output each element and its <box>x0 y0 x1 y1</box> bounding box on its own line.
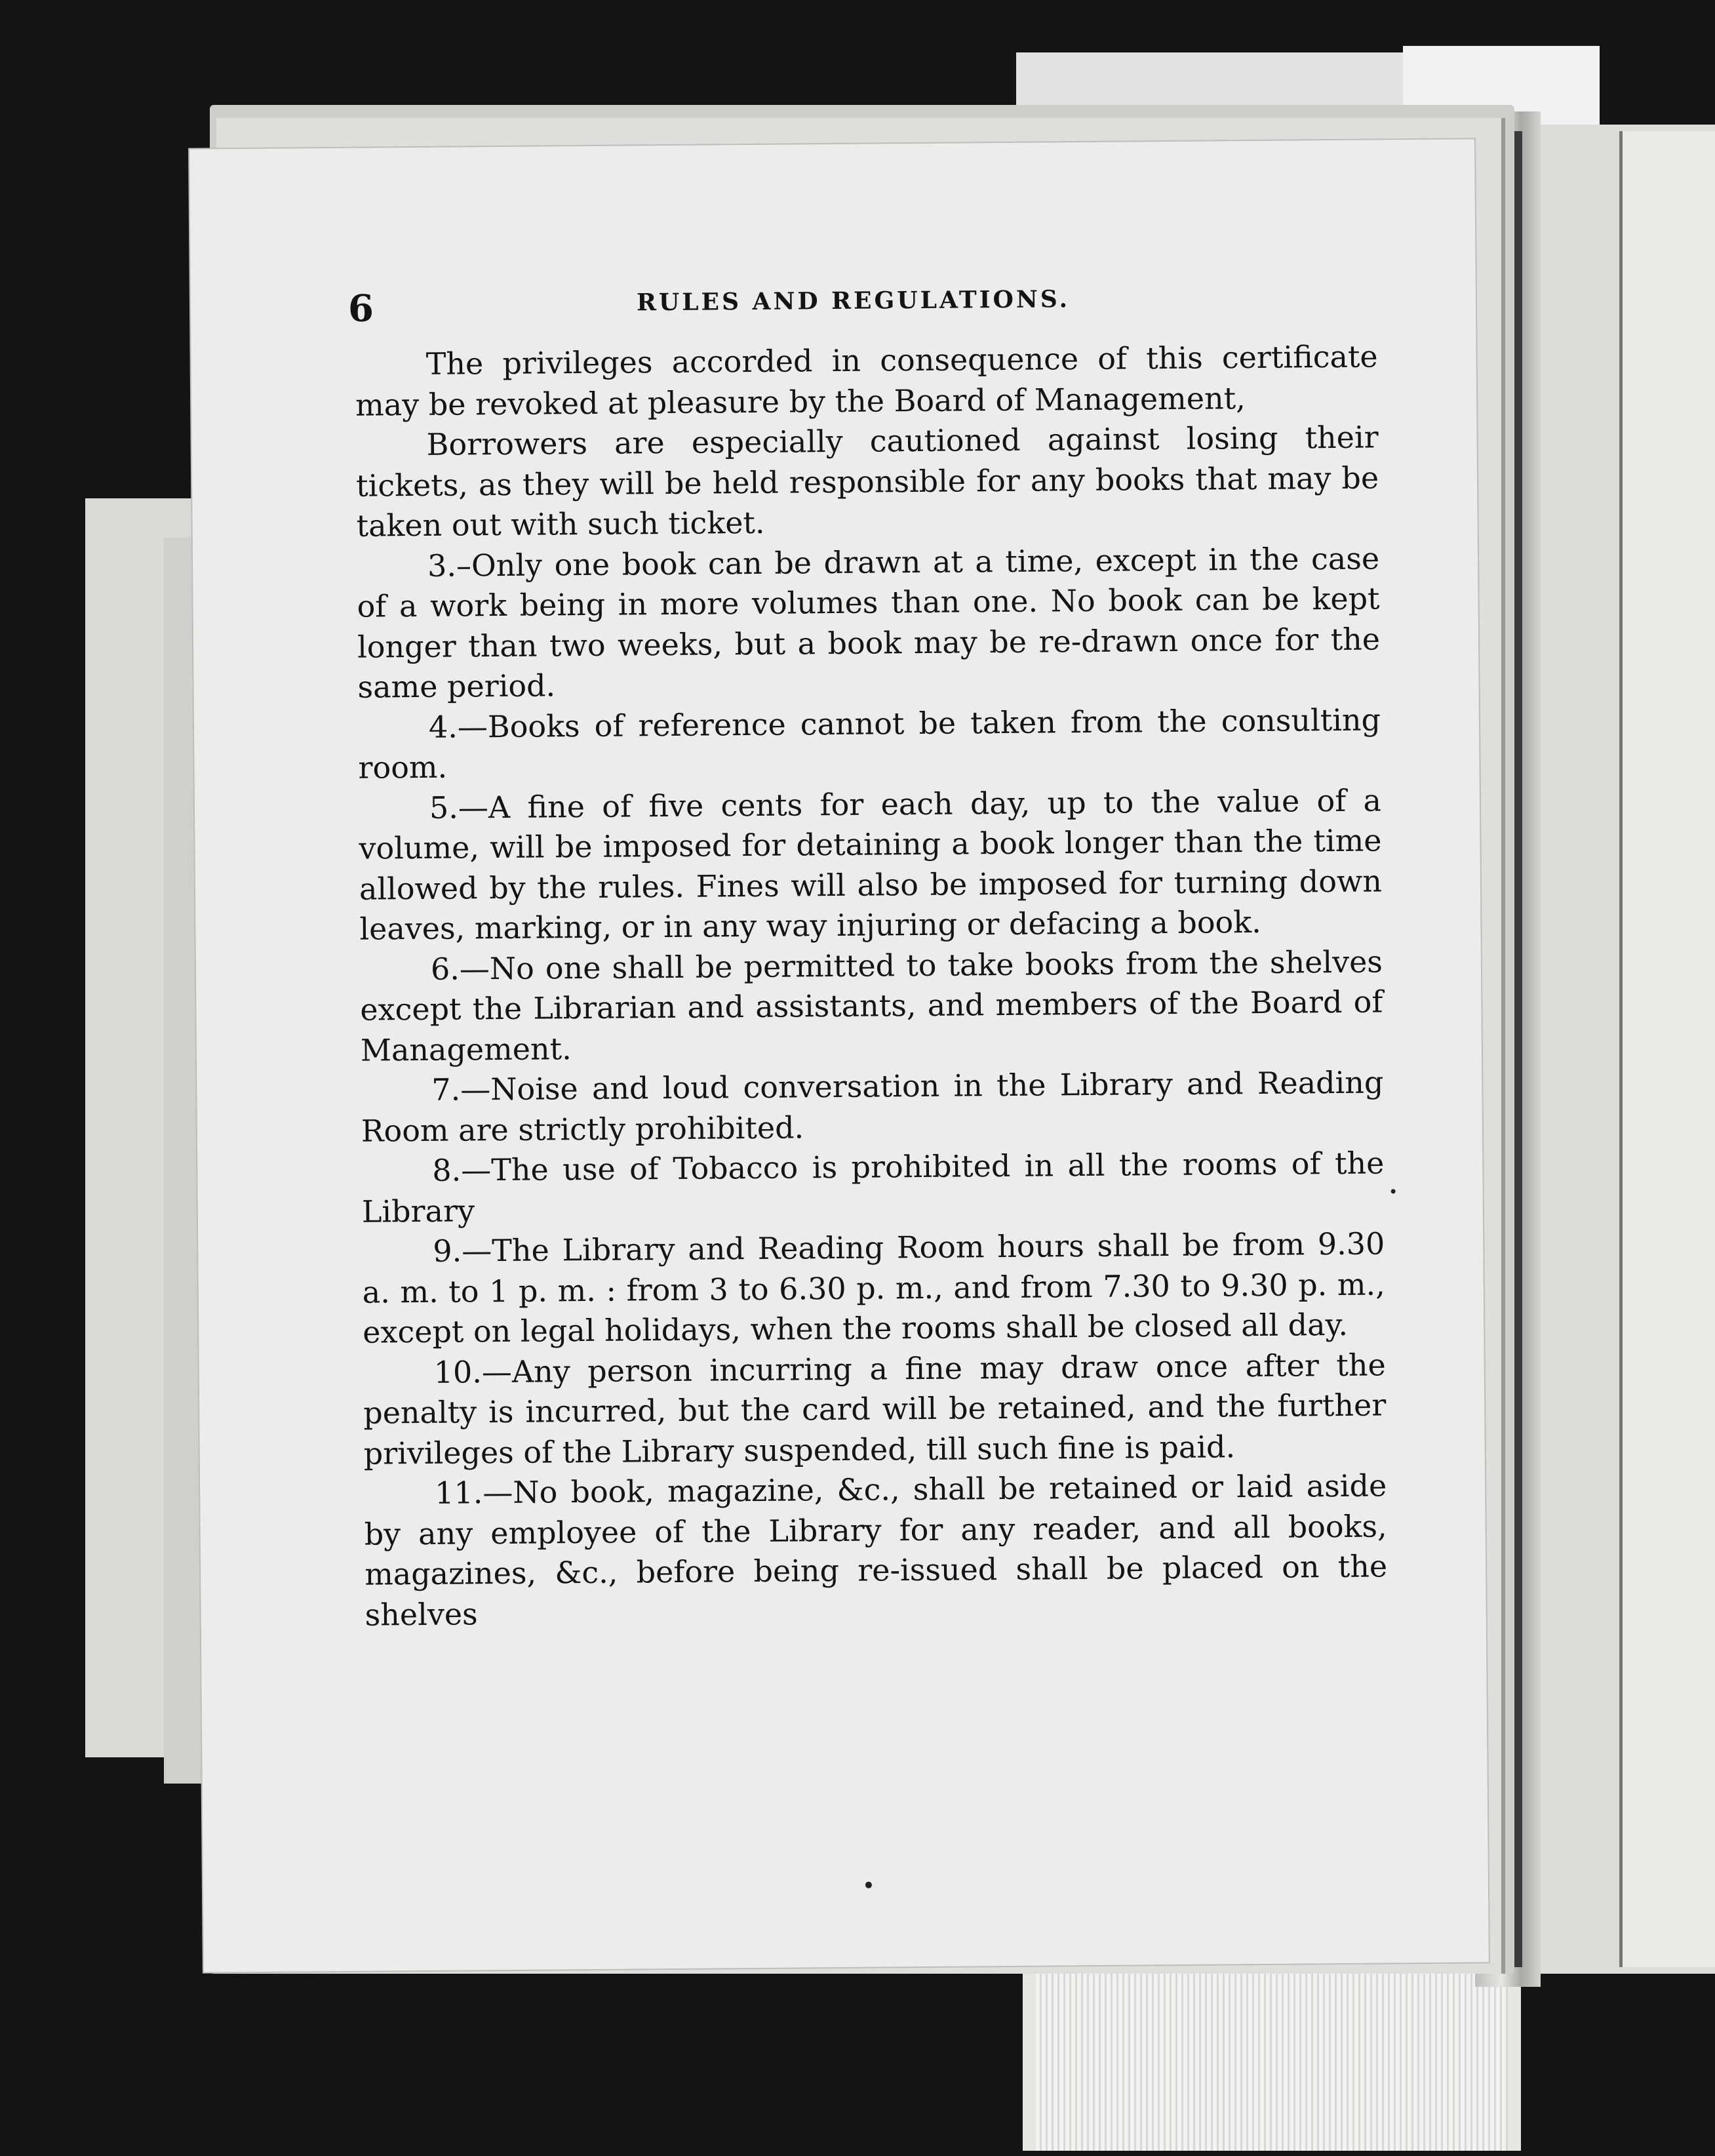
page-body <box>355 337 1387 1635</box>
rule-10: 10.—Any person incurring a fine may draw once after the penalty is incurred, but the card will be retained, and the further privileges of the Library suspended, till such fine is paid. <box>363 1346 1387 1471</box>
rule-9: 9.—The Library and Reading Room hours shall be from 9.30 a. m. to 1 p. m. : from 3 to 6.30 p. m., and from 7.30 to 9.30 p. m., except on legal holidays, when the rooms shall be closed all day. <box>362 1226 1385 1350</box>
rule-7: 7.—Noise and loud conversation in the Library and Reading Room are strictly prohibited. <box>361 1064 1384 1149</box>
rule-8: 8.—The use of Tobacco is prohibited in all the rooms of the Library <box>361 1145 1385 1229</box>
binding-cloth <box>1036 1961 1508 2151</box>
paragraph-certificate: The privileges accorded in consequence of this certificate may be revoked at pleasure by the Board of Management, <box>355 338 1378 423</box>
rule-11: 11.—No book, magazine, &c., shall be retained or laid aside by any employee of the Library for any reader, and all books, magazines, &c., before being re-issued shall be placed on the shelves <box>364 1467 1388 1633</box>
ink-speck <box>1391 1189 1396 1193</box>
ink-speck <box>865 1882 872 1888</box>
paragraph-borrowers: Borrowers are especially cautioned against losing their tickets, as they will be held responsible for any books that may be taken out with such ticket. <box>355 419 1379 544</box>
running-head: RULES AND REGULATIONS. <box>636 285 1071 317</box>
rule-3: 3.–Only one book can be drawn at a time, except in the case of a work being in more volumes than one. No book can be kept longer than two weeks, but a book may be re-drawn once for the same period. <box>357 540 1381 705</box>
facing-page-edge <box>1619 131 1715 1967</box>
page-number: 6 <box>347 287 374 330</box>
rule-4: 4.—Books of reference cannot be taken from the consulting room. <box>358 701 1381 786</box>
rule-6: 6.—No one shall be permitted to take books from the shelves except the Librarian and assistants, and members of the Board of Management. <box>360 943 1383 1068</box>
rule-5: 5.—A fine of five cents for each day, up to the value of a volume, will be imposed for detaining a book longer than the time allowed by the rules. Fines will also be imposed for turning down leaves, marking, or in any way injuring or defacing a book. <box>359 782 1383 947</box>
document-page <box>189 139 1489 1972</box>
